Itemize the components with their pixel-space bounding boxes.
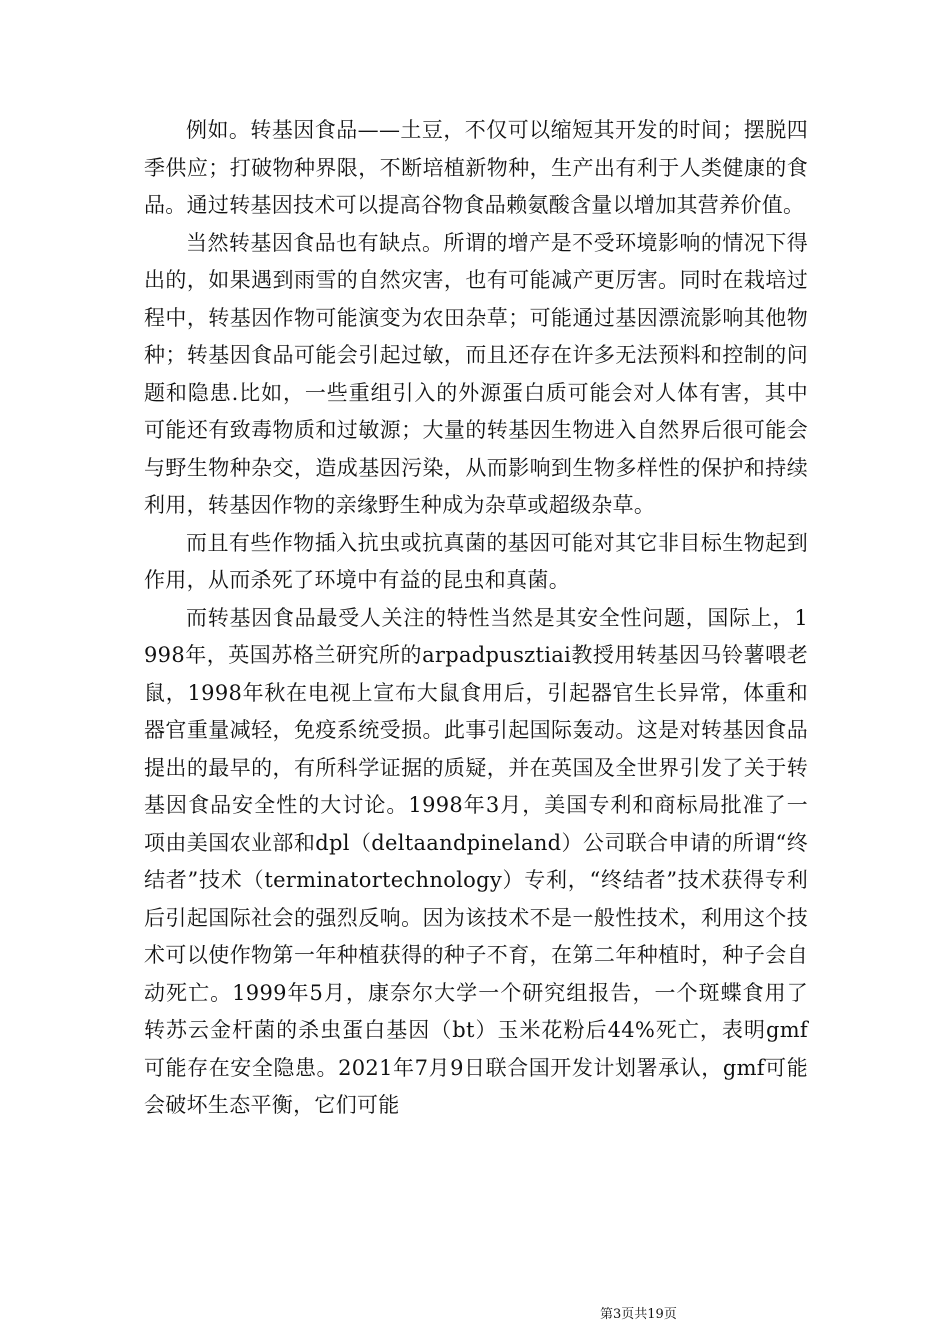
paragraph-4: 而转基因食品最受人关注的特性当然是其安全性问题，国际上，1998年，英国苏格兰研究所的arpadpusztiai教授用转基因马铃薯喂老鼠，1998年秋在电视上宣布大鼠食用后，引起器官生长异常，体重和器官重量减轻，免疫系统受损。此事引起国际轰动。这是对转基因食品提出的最早的，有所科学证据的质疑，并在英国及全世界引发了关于转基因食品安全性的大讨论。1998年3月，美国专利和商标局批准了一项由美国农业部和dpl（deltaandpineland）公司联合申请的所谓“终结者”技术（terminatortechnology）专利，“终结者”技术获得专利后引起国际社会的强烈反响。因为该技术不是一般性技术，利用这个技术可以使作物第一年种植获得的种子不育，在第二年种植时，种子会自动死亡。1999年5月，康奈尔大学一个研究组报告，一个斑蝶食用了转苏云金杆菌的杀虫蛋白基因（bt）玉米花粉后44%死亡，表明gmf可能存在安全隐患。2021年7月9日联合国开发计划署承认，gmf可能会破坏生态平衡，它们可能: [144, 605, 808, 1117]
paragraph-1: 例如。转基因食品——土豆，不仅可以缩短其开发的时间；摆脱四季供应；打破物种界限，不断培植新物种，生产出有利于人类健康的食品。通过转基因技术可以提高谷物食品赖氨酸含量以增加其营养价值。: [144, 118, 808, 217]
paragraph-3: 而且有些作物插入抗虫或抗真菌的基因可能对其它非目标生物起到作用，从而杀死了环境中有益的昆虫和真菌。: [144, 530, 808, 592]
paragraph-2: 当然转基因食品也有缺点。所谓的增产是不受环境影响的情况下得出的，如果遇到雨雪的自然灾害，也有可能减产更厉害。同时在栽培过程中，转基因作物可能演变为农田杂草；可能通过基因漂流影响其他物种；转基因食品可能会引起过敏，而且还存在许多无法预料和控制的问题和隐患.比如，一些重组引入的外源蛋白质可能会对人体有害，其中可能还有致毒物质和过敏源；大量的转基因生物进入自然界后很可能会与野生物种杂交，造成基因污染，从而影响到生物多样性的保护和持续利用，转基因作物的亲缘野生种成为杂草或超级杂草。: [144, 230, 808, 517]
page-number-footer: 第3页共19页: [600, 1307, 677, 1322]
document-body: [144, 112, 808, 1125]
